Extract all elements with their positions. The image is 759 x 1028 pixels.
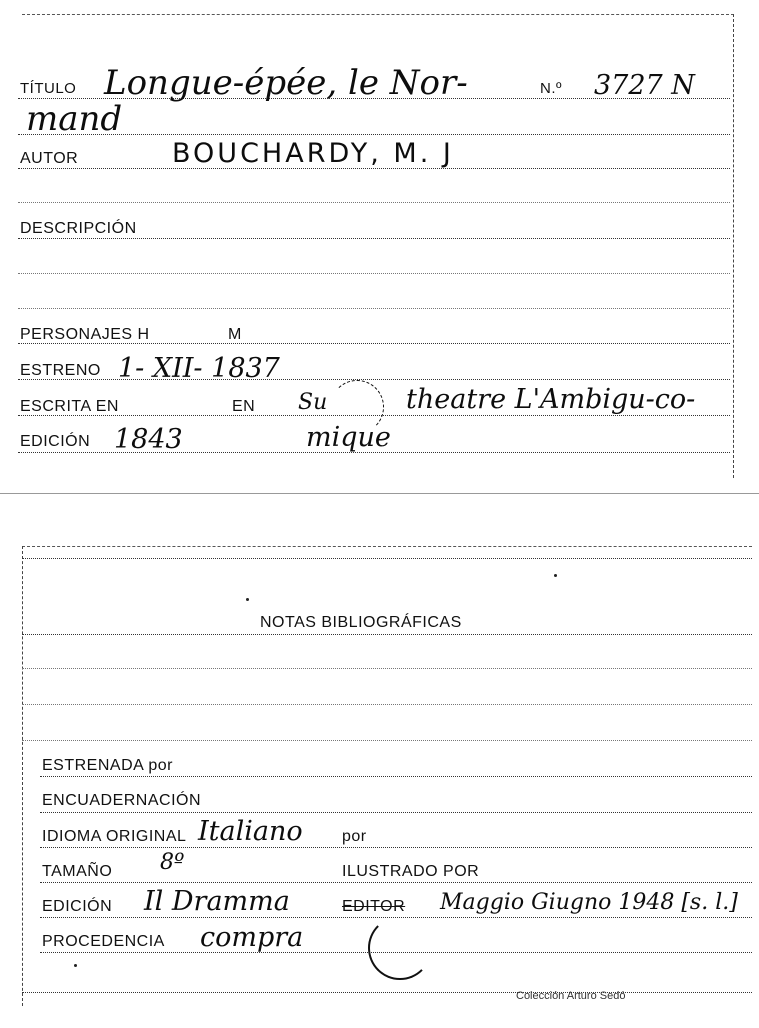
- ilustrado-label: ILUSTRADO POR: [342, 863, 480, 880]
- ruled-line: [22, 668, 752, 669]
- ruled-line: [40, 776, 752, 777]
- edicion-label: EDICIÓN: [20, 433, 91, 450]
- estrenada-label: ESTRENADA por: [42, 757, 173, 774]
- edicion-fecha-value: Maggio Giugno 1948 [s. l.]: [440, 890, 738, 915]
- stamp-mark: [368, 916, 432, 980]
- procedencia-value: compra: [200, 922, 304, 953]
- encuadernacion-label: ENCUADERNACIÓN: [42, 792, 202, 809]
- estreno-label: ESTRENO: [20, 362, 101, 379]
- personajes-label: PERSONAJES H: [20, 326, 150, 343]
- ruled-line: [18, 238, 730, 239]
- mujeres-label: M: [228, 326, 242, 343]
- ruled-line: [40, 882, 752, 883]
- ruled-line: [18, 308, 730, 309]
- autor-label: AUTOR: [20, 150, 79, 167]
- ruled-line: [22, 634, 752, 635]
- editor-label: EDITOR: [342, 898, 406, 915]
- escrita-en-value: Su: [298, 390, 328, 415]
- ruled-line: [18, 202, 730, 203]
- card-edge-left: [22, 546, 23, 1006]
- idioma-label: IDIOMA ORIGINAL: [42, 828, 187, 845]
- speck: [74, 964, 77, 967]
- ruled-line: [18, 273, 730, 274]
- escrita-en-label: ESCRITA EN: [20, 398, 119, 415]
- en-label: EN: [232, 398, 256, 415]
- card-edge-right: [733, 14, 734, 478]
- titulo-label: TÍTULO: [20, 80, 77, 97]
- titulo-value-continued: mand: [26, 99, 123, 139]
- stamp-mark: [330, 380, 384, 434]
- ruled-line: [22, 704, 752, 705]
- ruled-line: [22, 740, 752, 741]
- estreno-value: 1- XII- 1837: [118, 353, 280, 384]
- edicion-back-label: EDICIÓN: [42, 898, 113, 915]
- numero-label: N.º: [540, 80, 562, 97]
- speck: [246, 598, 249, 601]
- notas-heading: NOTAS BIBLIOGRÁFICAS: [260, 614, 462, 631]
- catalog-card-back: [0, 540, 759, 1028]
- idioma-value: Italiano: [198, 816, 303, 847]
- teatro-value: theatre L'Ambigu-co-: [406, 384, 696, 415]
- ruled-line: [18, 134, 730, 135]
- collection-credit: Colección Arturo Sedó: [516, 990, 626, 1002]
- procedencia-label: PROCEDENCIA: [42, 933, 165, 950]
- ruled-line: [22, 558, 752, 559]
- card-edge-top: [22, 546, 752, 547]
- ruled-line: [40, 847, 752, 848]
- ruled-line: [22, 992, 752, 993]
- tamano-label: TAMAÑO: [42, 863, 113, 880]
- tamano-value: 8º: [160, 850, 185, 875]
- edicion-value: 1843: [114, 424, 183, 455]
- catalog-card-front: [0, 0, 759, 493]
- traductor-por-label: por: [342, 828, 367, 845]
- autor-value: BOUCHARDY, M. J: [172, 138, 454, 169]
- teatro-value-continued: mique: [306, 422, 391, 453]
- edicion-back-value: Il Dramma: [144, 886, 290, 917]
- descripcion-label: DESCRIPCIÓN: [20, 220, 137, 237]
- ruled-line: [40, 812, 752, 813]
- speck: [554, 574, 557, 577]
- card-edge-top: [22, 14, 734, 15]
- numero-value: 3727 N: [594, 70, 695, 101]
- titulo-value: Longue-épée, le Nor-: [104, 63, 468, 103]
- card-separator: [0, 493, 759, 494]
